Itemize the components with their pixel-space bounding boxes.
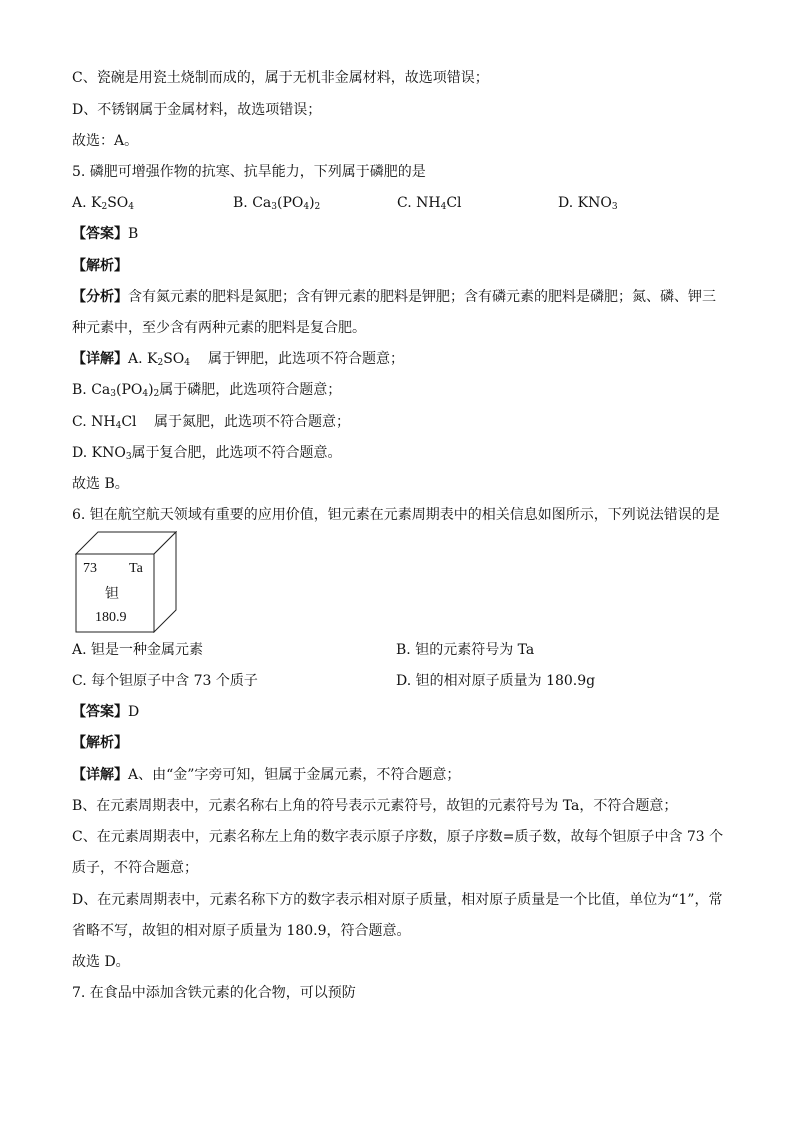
q6-option-a: A. 钽是一种金属元素 [72, 642, 204, 658]
element-name: 钽 [105, 587, 119, 602]
text-line: C、瓷碗是用瓷土烧制而成的，属于无机非金属材料，故选项错误； [72, 70, 489, 86]
analysis-fenxi-cont: 种元素中，至少含有两种元素的肥料是复合肥。 [72, 320, 366, 336]
xiangjie-6-c-cont: 质子，不符合题意； [72, 860, 198, 876]
q6-option-c: C. 每个钽原子中含 73 个质子 [72, 673, 258, 689]
q5-options [72, 194, 732, 212]
conclusion-5: 故选 B。 [72, 476, 129, 492]
q6-options-row1 [72, 641, 732, 659]
atomic-number: 73 [83, 561, 97, 576]
answer-5: 【答案】B [72, 226, 139, 242]
xiangjie-5-a [72, 350, 732, 368]
xiangjie-5-b: B. $Ca_3(PO_4)_2$属于磷肥，此选项符合题意； [72, 382, 342, 399]
question-7: 7. 在食品中添加含铁元素的化合物，可以预防 [72, 985, 356, 1001]
xiangjie-5-a-text: 属于钾肥，此选项不符合题意； [208, 351, 404, 367]
q6-option-b: B. 钽的元素符号为 Ta [396, 642, 535, 658]
xiangjie-5-c-text: 属于氮肥，此选项不符合题意； [154, 414, 350, 430]
element-symbol: Ta [129, 561, 143, 576]
question-5: 5. 磷肥可增强作物的抗寒、抗旱能力，下列属于磷肥的是 [72, 164, 426, 180]
q5-option-a: A. $K_2SO_4$ [72, 195, 135, 212]
analysis-heading-5: 【解析】 [72, 258, 128, 274]
q5-option-c: C. $NH_4Cl$ [397, 195, 462, 212]
xiangjie-5-d: D. $KNO_3$属于复合肥，此选项不符合题意。 [72, 445, 342, 462]
element-cube [75, 531, 177, 633]
xiangjie-6-d-cont: 省略不写，故钽的相对原子质量为 180.9，符合题意。 [72, 923, 411, 939]
xiangjie-6-d: D、在元素周期表中，元素名称下方的数字表示相对原子质量，相对原子质量是一个比值，单位为“1”，常 [72, 892, 723, 908]
text-line: 故选：A。 [72, 133, 139, 149]
xiangjie-5-c-formula: C. $NH_4Cl$ [72, 414, 137, 431]
answer-6: 【答案】D [72, 704, 140, 720]
xiangjie-6-a: 【详解】A、由“金”字旁可知，钽属于金属元素，不符合题意； [72, 767, 461, 783]
atomic-mass: 180.9 [95, 610, 127, 625]
analysis-heading-6: 【解析】 [72, 735, 128, 751]
analysis-fenxi: 【分析】含有氮元素的肥料是氮肥；含有钾元素的肥料是钾肥；含有磷元素的肥料是磷肥；氮、磷、钾三 [72, 289, 716, 305]
q5-option-d: D. $KNO_3$ [558, 195, 618, 212]
q6-option-d: D. 钽的相对原子质量为 180.9g [396, 673, 596, 689]
conclusion-6: 故选 D。 [72, 954, 130, 970]
q5-option-b: B. $Ca_3(PO_4)_2$ [233, 195, 321, 212]
xiangjie-6-c: C、在元素周期表中，元素名称左上角的数字表示原子序数，原子序数=质子数，故每个钽原子中含 73 个 [72, 829, 724, 845]
xiangjie-5-a-formula: 【详解】A. $K_2SO_4$ [72, 351, 191, 368]
text-line: D、不锈钢属于金属材料，故选项错误； [72, 102, 322, 118]
xiangjie-6-b: B、在元素周期表中，元素名称右上角的符号表示元素符号，故钽的元素符号为 Ta，不符合题意； [72, 798, 678, 814]
q6-options-row2 [72, 672, 732, 690]
xiangjie-5-c [72, 413, 732, 431]
question-6: 6. 钽在航空航天领域有重要的应用价值，钽元素在元素周期表中的相关信息如图所示，下列说法错误的是 [72, 507, 720, 523]
